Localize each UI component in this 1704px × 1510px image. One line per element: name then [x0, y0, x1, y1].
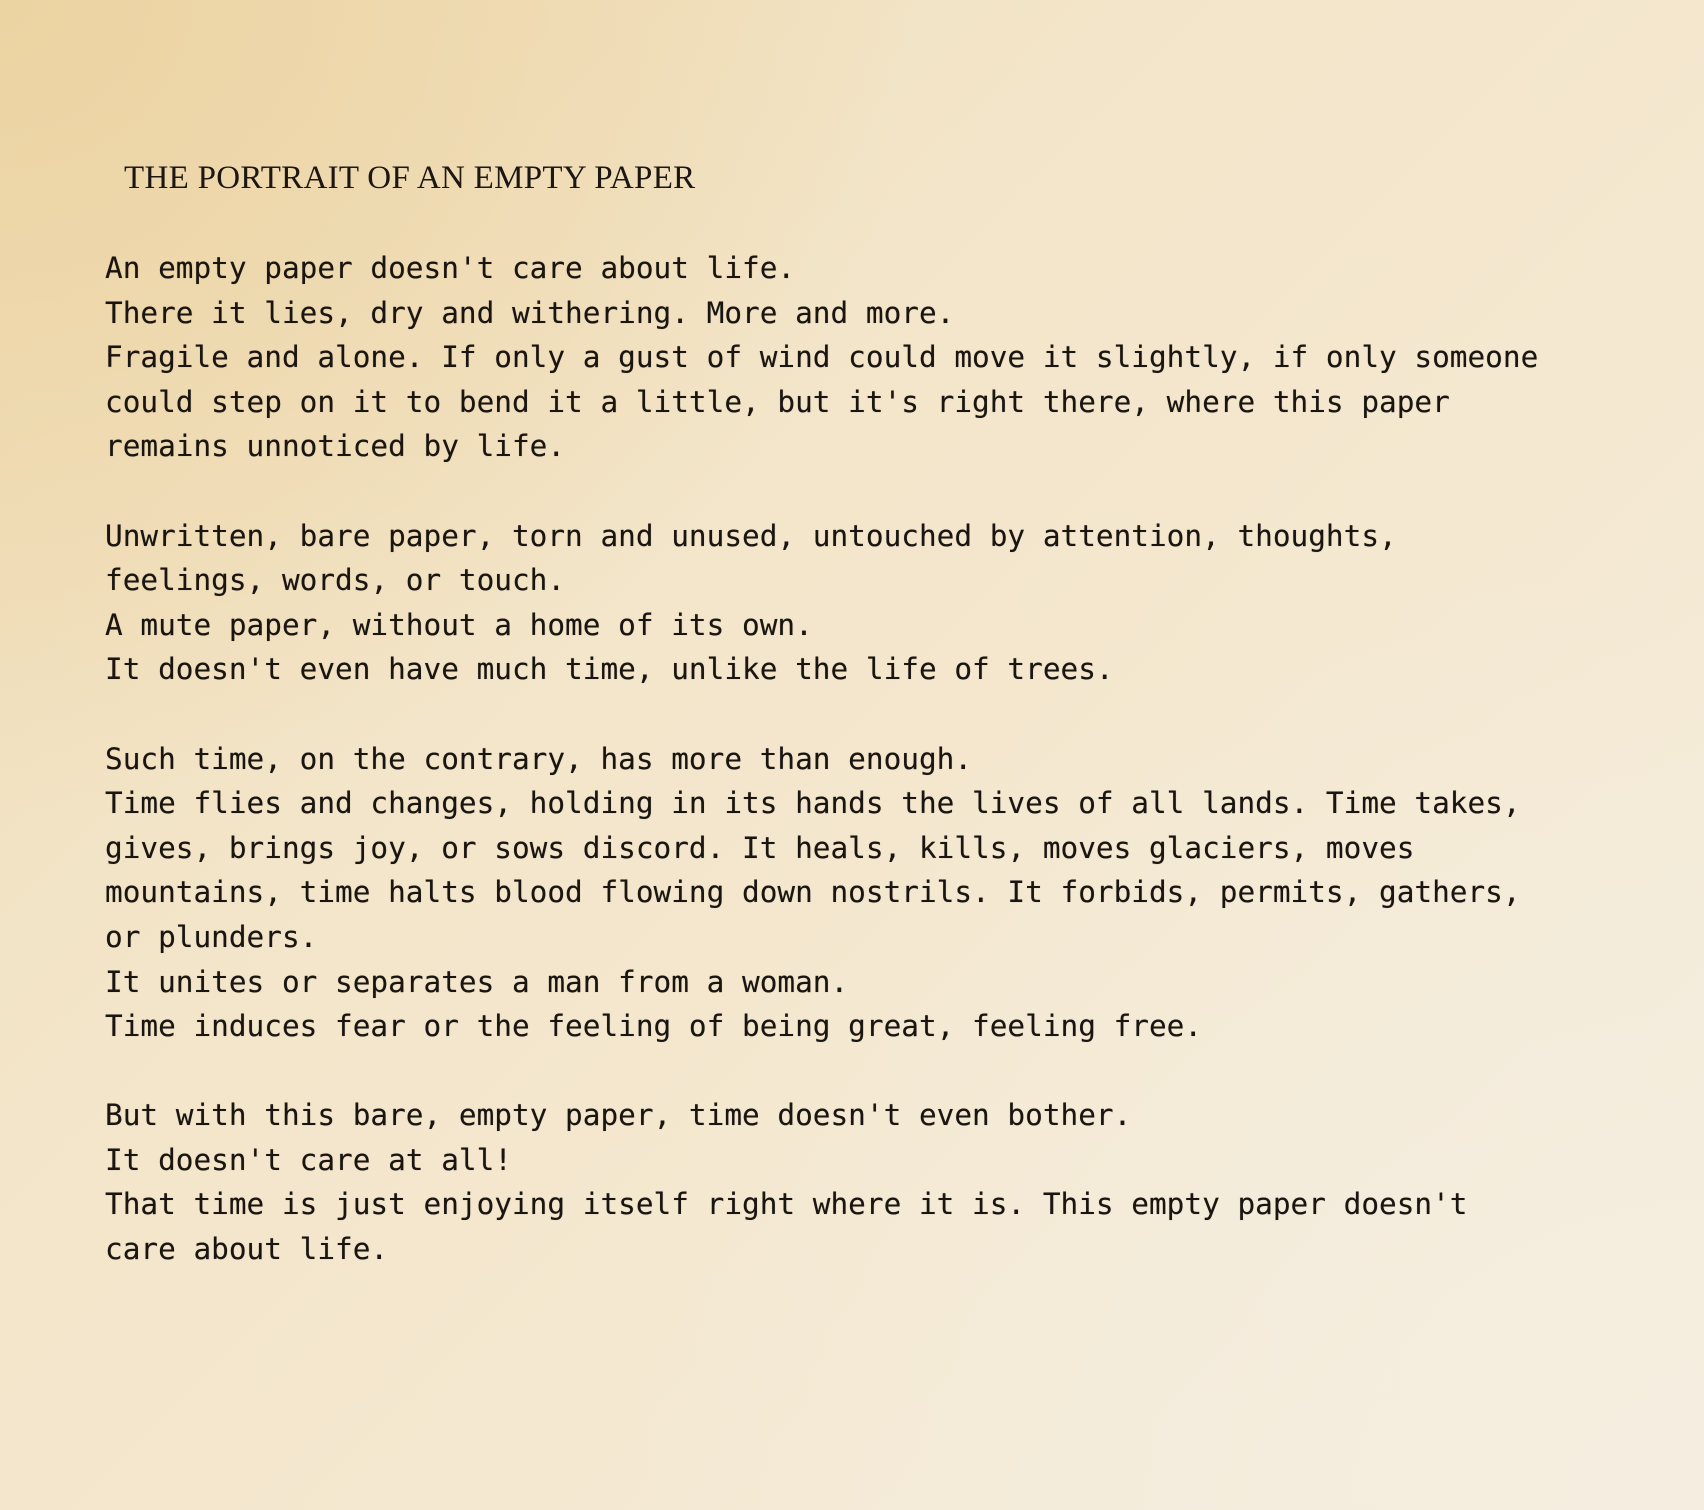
text-line: remains unnoticed by life.	[105, 429, 566, 464]
stanza-1	[105, 246, 1685, 469]
text-line: An empty paper doesn't care about life.	[105, 251, 796, 285]
text-line: could step on it to bend it a little, but it's right there, where this paper	[105, 384, 1450, 419]
text-line: Such time, on the contrary, has more than enough.	[105, 741, 973, 776]
text-line: It doesn't even have much time, unlike the life of trees.	[105, 652, 1114, 687]
text-line: gives, brings joy, or sows discord. It heals, kills, moves glaciers, moves	[105, 830, 1415, 865]
text-line: It doesn't care at all!	[105, 1142, 512, 1177]
text-line: Fragile and alone. If only a gust of wind could move it slightly, if only someone	[105, 340, 1539, 375]
text-line: mountains, time halts blood flowing down nostrils. It forbids, permits, gathers,	[105, 875, 1521, 910]
text-line: Time induces fear or the feeling of being great, feeling free.	[105, 1009, 1203, 1044]
text-line: Unwritten, bare paper, torn and unused, untouched by attention, thoughts,	[105, 518, 1397, 553]
stanza-4	[105, 1093, 1685, 1271]
text-line: or plunders.	[105, 919, 318, 954]
text-line: A mute paper, without a home of its own.	[105, 607, 813, 642]
text-line: feelings, words, or touch.	[105, 563, 566, 598]
text-line: But with this bare, empty paper, time doesn't even bother.	[105, 1098, 1132, 1133]
text-line: care about life.	[105, 1232, 389, 1267]
text-line: That time is just enjoying itself right where it is. This empty paper doesn't	[105, 1187, 1468, 1222]
text-line: Time flies and changes, holding in its hands the lives of all lands. Time takes,	[105, 786, 1521, 821]
text-line: There it lies, dry and withering. More and more.	[105, 295, 955, 330]
stanza-2	[105, 514, 1685, 692]
document-title: THE PORTRAIT OF AN EMPTY PAPER	[124, 160, 696, 196]
stanza-3	[105, 737, 1685, 1049]
text-line: It unites or separates a man from a woman.	[105, 964, 849, 999]
poem-body	[105, 246, 1685, 1316]
